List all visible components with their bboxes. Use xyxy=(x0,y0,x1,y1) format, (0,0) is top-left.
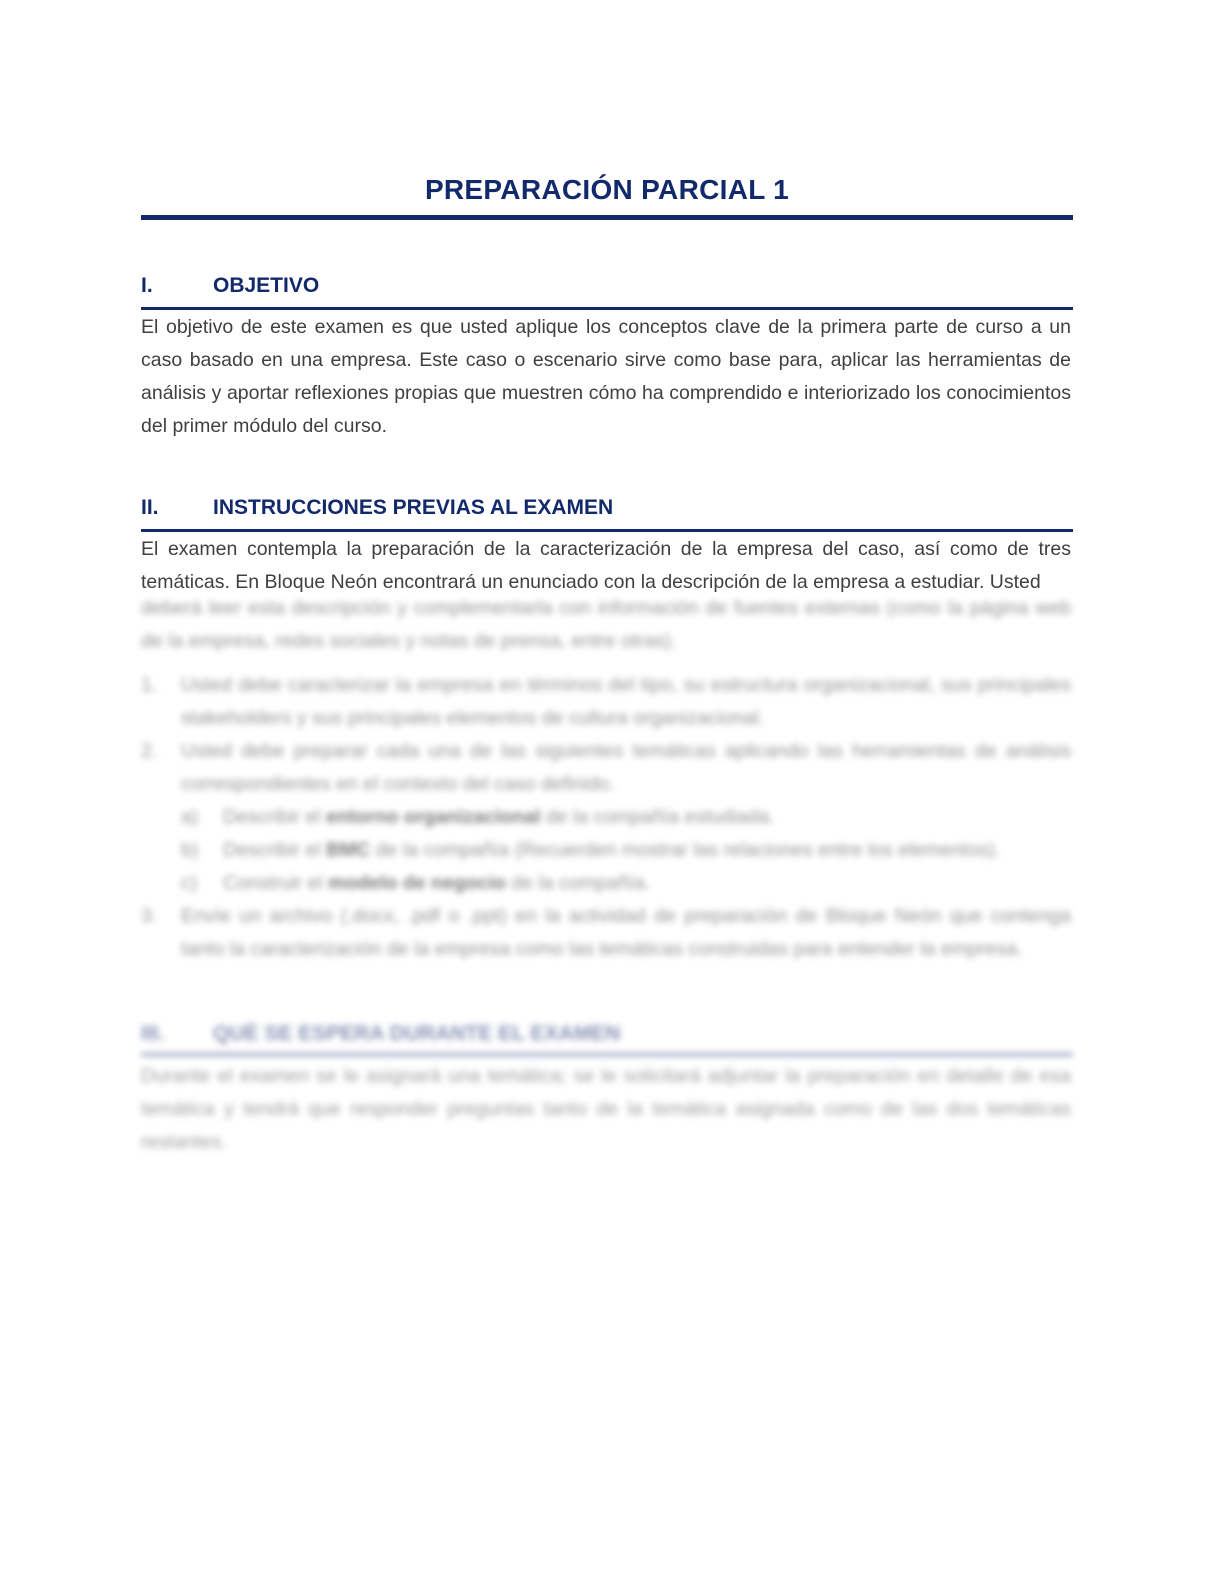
bold-text: BMC xyxy=(325,839,371,861)
section-number: I. xyxy=(141,274,153,297)
list-item xyxy=(141,669,1071,735)
section-number: III. xyxy=(141,1022,165,1045)
text: de la compañía (Recuerden mostrar las relaciones entre los elementos). xyxy=(370,839,1001,861)
section-heading-instrucciones xyxy=(141,496,1073,520)
exam-expectation-paragraph: Durante el examen se le asignará una temática; se le solicitará adjuntar la preparación en detalle de esa temática y tendrá que responder preguntas tanto de la temática asignada como de las dos temáticas restantes. xyxy=(141,1065,1071,1153)
text: Describir el xyxy=(223,839,326,861)
section-number: II. xyxy=(141,496,159,519)
text: Describir el xyxy=(223,806,326,828)
section-divider xyxy=(141,307,1073,310)
list-marker: a) xyxy=(181,806,199,828)
document-title: PREPARACIÓN PARCIAL 1 xyxy=(424,174,790,205)
section-heading-durante-examen xyxy=(141,1022,1073,1046)
instructions-list xyxy=(141,669,1071,966)
section-heading-objetivo xyxy=(141,274,1073,298)
sublist-item xyxy=(181,834,1071,867)
instructions-visible-text: El examen contempla la preparación de la caracterización de la empresa del caso, así como de tres temáticas. En Bloque Neón encontrará un enunciado con la descripción de la empresa a estudiar. Usted xyxy=(141,538,1071,593)
list-item-text: Usted debe preparar cada una de las siguientes temáticas aplicando las herramientas de análisis correspondientes en el contexto del caso definido. xyxy=(181,740,1071,795)
instructions-blurred-text: deberá leer esta descripción y complementarla con información de fuentes externas (como la página web de la empresa, redes sociales y notas de prensa, entre otras). xyxy=(141,597,1071,652)
list-marker: 2. xyxy=(141,740,158,762)
list-marker: b) xyxy=(181,839,199,861)
section-divider xyxy=(141,529,1073,532)
list-item-text: Envíe un archivo (.docx, .pdf o .ppt) en la actividad de preparación de Bloque Neón que contenga tanto la caracterización de la empresa como las temáticas construidas para entender la empresa. xyxy=(181,905,1071,960)
title-divider xyxy=(141,215,1073,220)
section-title: INSTRUCCIONES PREVIAS AL EXAMEN xyxy=(213,496,614,519)
text: de la compañía estudiada. xyxy=(540,806,775,828)
sublist-item xyxy=(181,801,1071,834)
list-marker: 1. xyxy=(141,674,158,696)
instructions-paragraph xyxy=(141,533,1071,599)
sublist xyxy=(181,801,1071,900)
list-marker: 3. xyxy=(141,905,158,927)
text: de la compañía. xyxy=(505,872,650,894)
list-item xyxy=(141,735,1071,900)
list-item-text: Usted debe caracterizar la empresa en términos del tipo, su estructura organizacional, sus principales stakeholders y sus principales elementos de cultura organizacional. xyxy=(181,674,1071,729)
section-title: QUÉ SE ESPERA DURANTE EL EXAMEN xyxy=(213,1022,621,1045)
section-divider xyxy=(141,1053,1073,1056)
section-title: OBJETIVO xyxy=(213,274,320,297)
list-marker: c) xyxy=(181,872,198,894)
text: Construir el xyxy=(223,872,329,894)
sublist-item xyxy=(181,867,1071,900)
list-item xyxy=(141,900,1071,966)
bold-text: entorno organizacional xyxy=(325,806,541,828)
bold-text: modelo de negocio xyxy=(328,872,506,894)
objective-paragraph: El objetivo de este examen es que usted aplique los conceptos clave de la primera parte de curso a un caso basado en una empresa. Este caso o escenario sirve como base para, aplicar las herramientas de análisis y aportar reflexiones propias que muestren cómo ha comprendido e interiorizado los conocimientos del primer módulo del curso. xyxy=(141,316,1071,437)
